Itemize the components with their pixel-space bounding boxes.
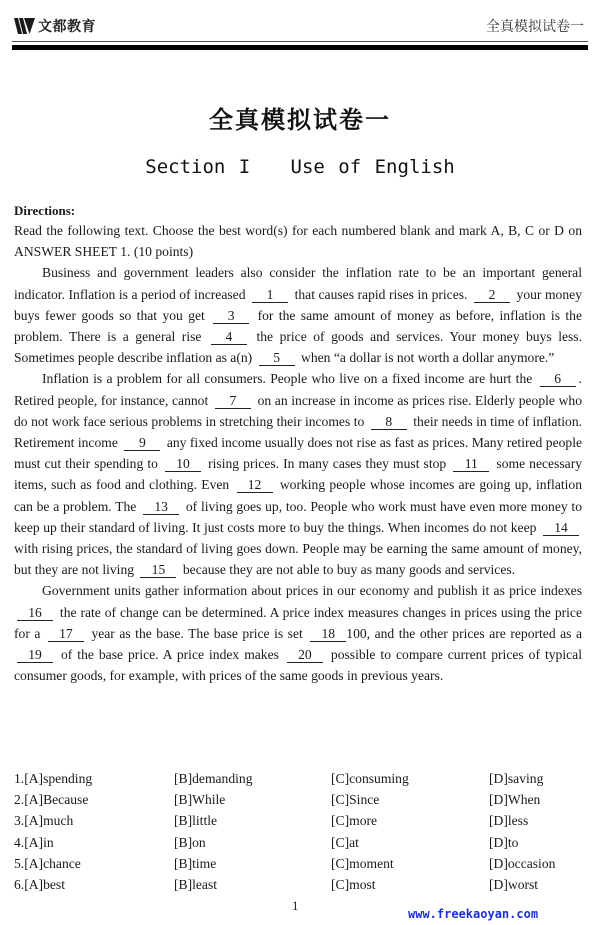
blank-19: 19: [17, 647, 53, 663]
header-rule-thick: [12, 45, 588, 50]
passage-text: the rate of change can be determined. A price index measures changes in prices using the price for a: [14, 604, 582, 641]
passage-text: working people whose incomes are going up, inflation can be a problem. The: [14, 477, 583, 514]
page-number: 1: [292, 898, 299, 913]
passage-text: . Retired people, for instance, cannot: [14, 371, 582, 408]
blank-10: 10: [165, 456, 201, 472]
option-a[interactable]: 4.[A]in: [14, 834, 54, 850]
publisher-logo: [14, 16, 96, 36]
question-options-row: [14, 853, 594, 874]
passage-paragraph-3: [14, 580, 582, 686]
running-title: 全真模拟试卷一: [486, 19, 584, 35]
blank-16: 16: [17, 605, 53, 621]
blank-3: 3: [213, 308, 249, 324]
option-a[interactable]: 3.[A]much: [14, 813, 74, 829]
option-b[interactable]: [B]While: [174, 792, 226, 808]
passage-text: some necessary items, such as food and clothing. Even: [14, 456, 583, 493]
option-c[interactable]: [C]Since: [331, 792, 380, 808]
question-options-row: [14, 789, 594, 810]
option-c[interactable]: [C]moment: [331, 855, 394, 871]
option-a[interactable]: 1.[A]spending: [14, 771, 93, 786]
blank-5: 5: [259, 350, 295, 366]
option-a[interactable]: 5.[A]chance: [14, 855, 81, 871]
website-watermark[interactable]: www.freekaoyan.com: [408, 907, 539, 921]
option-d[interactable]: [D]occasion: [489, 855, 556, 871]
question-options-row: [14, 874, 594, 895]
blank-18: 18: [310, 626, 346, 642]
blank-17: 17: [48, 626, 84, 642]
blank-6: 6: [540, 371, 576, 387]
blank-11: 11: [453, 456, 489, 472]
passage-text: of living goes up, too. People who work must have even more money to keep up their standard of living. It just costs more to buy the things. When incomes do not keep: [14, 498, 583, 535]
blank-8: 8: [371, 414, 407, 430]
blank-13: 13: [143, 499, 179, 515]
page-header: [12, 12, 588, 46]
passage-text: any fixed income usually does not rise as fast as prices. Many retired people must cut their spending to: [14, 435, 583, 472]
option-c[interactable]: [C]consuming: [331, 771, 409, 786]
passage-paragraph-2: [14, 368, 582, 580]
option-d[interactable]: [D]to: [489, 834, 519, 850]
answer-options: [14, 768, 594, 895]
blank-9: 9: [124, 435, 160, 451]
question-options-row: [14, 832, 594, 853]
blank-2: 2: [474, 287, 510, 303]
passage-text: your money buys fewer goods so that you get: [14, 286, 582, 323]
option-d[interactable]: [D]less: [489, 813, 529, 829]
question-options-row: [14, 810, 594, 831]
passage-text: on an increase in income as prices rise. Elderly people who do not work face serious problems in stretching their incomes to: [14, 392, 583, 429]
passage-text: because they are not able to buy as many goods and services.: [182, 562, 516, 578]
publisher-name: 文都教育: [38, 19, 96, 35]
directions-text: Read the following text. Choose the best word(s) for each numbered blank and mark A, B, C or D on ANSWER SHEET 1. (10 points): [14, 223, 582, 260]
passage-text: when “a dollar is not worth a dollar anymore.”: [301, 350, 555, 366]
blank-7: 7: [215, 393, 251, 409]
option-d[interactable]: [D]saving: [489, 771, 544, 786]
option-c[interactable]: [C]most: [331, 876, 376, 892]
passage-text: rising prices. In many cases they must stop: [208, 456, 447, 472]
option-c[interactable]: [C]more: [331, 813, 378, 829]
page-title: 全真模拟试卷一: [209, 105, 391, 134]
option-b[interactable]: [B]least: [174, 876, 218, 892]
passage-text: year as the base. The base price is set: [91, 625, 303, 641]
passage-text: Business and government leaders also consider the inflation rate to be an important general indicator. Inflation is a period of increased: [14, 265, 582, 302]
passage-text: the price of goods and services. Your money buys less. Sometimes people describe inflation as a(n): [14, 329, 582, 366]
header-rule-thin: [12, 41, 588, 42]
blank-4: 4: [211, 329, 247, 345]
passage-text: for the same amount of money as before, inflation is the problem. There is a general rise: [14, 307, 582, 345]
passage-text: of the base price. A price index makes: [60, 647, 279, 663]
option-c[interactable]: [C]at: [331, 834, 359, 850]
option-b[interactable]: [B]little: [174, 813, 218, 829]
question-options-row: [14, 768, 594, 789]
passage-paragraph-1: [14, 262, 582, 368]
passage-text: with rising prices, the standard of living goes down. People may be earning the same amount of money, but they are not living: [14, 541, 582, 578]
passage-text: possible to compare current prices of typical consumer goods, for example, with prices of the same goods in previous years.: [14, 647, 582, 684]
passage-text: Inflation is a problem for all consumers. People who live on a fixed income are hurt the: [42, 371, 533, 387]
section-title-text: Section I Use of English: [145, 156, 455, 178]
blank-12: 12: [237, 477, 273, 493]
option-b[interactable]: [B]demanding: [174, 771, 253, 786]
blank-14: 14: [543, 520, 579, 536]
blank-1: 1: [252, 287, 288, 303]
option-d[interactable]: [D]When: [489, 792, 541, 808]
wendu-w-logo-icon: [14, 18, 36, 34]
blank-15: 15: [140, 562, 176, 578]
option-a[interactable]: 6.[A]best: [14, 876, 65, 892]
option-b[interactable]: [B]time: [174, 855, 217, 871]
passage-text: their needs in time of inflation. Retirement income: [14, 413, 583, 451]
option-a[interactable]: 2.[A]Because: [14, 792, 89, 808]
option-d[interactable]: [D]worst: [489, 876, 539, 892]
passage-text: Government units gather information about prices in our economy and publish it as price indexes: [42, 583, 582, 599]
passage-text: 100, and the other prices are reported as a: [346, 625, 582, 641]
passage-text: that causes rapid rises in prices.: [294, 286, 468, 302]
directions-label: Directions:: [14, 203, 76, 218]
exam-content: [14, 202, 582, 686]
option-b[interactable]: [B]on: [174, 834, 206, 850]
section-title: [0, 156, 600, 178]
blank-20: 20: [287, 647, 323, 663]
